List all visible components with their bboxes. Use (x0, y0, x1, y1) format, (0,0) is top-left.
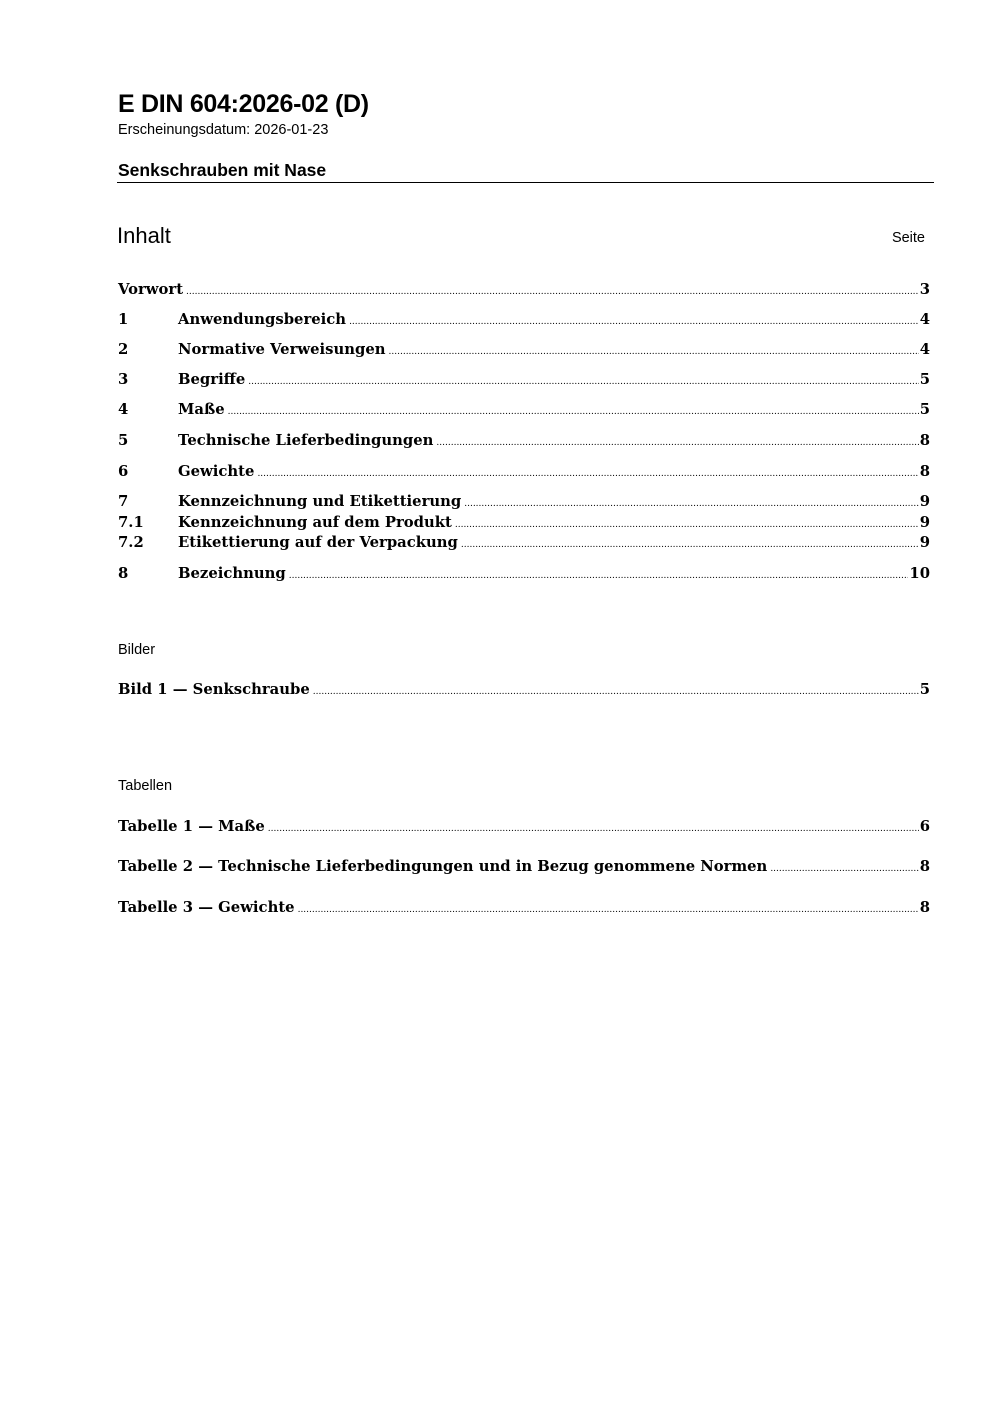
toc-entry-number: 7.2 (118, 534, 144, 551)
figure-entry-label: Bild 1 — Senkschraube (118, 681, 310, 698)
toc-entry-7-1[interactable] (118, 512, 930, 534)
toc-dot-leader (436, 432, 918, 454)
table-entry-3[interactable] (118, 897, 930, 919)
table-entry-page: 8 (919, 858, 930, 875)
table-entry-page: 8 (919, 899, 930, 916)
toc-entry-number: 1 (118, 311, 129, 328)
toc-entry-6[interactable] (118, 461, 930, 483)
toc-entry-label: Kennzeichnung auf dem Produkt (178, 514, 452, 531)
toc-dot-leader (186, 281, 919, 303)
toc-entry-label: Normative Verweisungen (178, 341, 386, 358)
toc-entry-label: Anwendungsbereich (178, 311, 347, 328)
figure-entry-page: 5 (919, 681, 930, 698)
toc-entry-number: 4 (118, 401, 129, 418)
tables-heading: Tabellen (118, 778, 173, 794)
figures-heading: Bilder (118, 642, 156, 658)
toc-dot-leader (248, 371, 918, 393)
toc-entry-vorwort[interactable] (118, 279, 930, 301)
toc-entry-label: Technische Lieferbedingungen (178, 432, 434, 449)
toc-dot-leader (461, 534, 919, 556)
toc-entry-page: 4 (919, 341, 930, 358)
toc-entry-1[interactable] (118, 309, 930, 331)
table-entry-2[interactable] (118, 856, 930, 878)
toc-dot-leader (770, 858, 918, 880)
toc-entry-label: Etikettierung auf der Verpackung (178, 534, 458, 551)
table-entry-label: Tabelle 3 — Gewichte (118, 899, 295, 916)
toc-entry-number: 8 (118, 565, 129, 582)
toc-entry-page: 8 (919, 432, 930, 449)
toc-entry-page: 8 (919, 463, 930, 480)
toc-entry-page: 9 (919, 514, 930, 531)
toc-entry-page: 9 (919, 493, 930, 510)
toc-entry-label: Vorwort (118, 281, 184, 298)
toc-entry-label: Bezeichnung (178, 565, 286, 582)
toc-dot-leader (389, 341, 919, 363)
toc-entry-number: 5 (118, 432, 129, 449)
toc-entry-page: 10 (909, 565, 930, 582)
toc-entry-number: 7.1 (118, 514, 144, 531)
toc-entry-page: 3 (919, 281, 930, 298)
table-entry-1[interactable] (118, 816, 930, 838)
toc-dot-leader (349, 311, 919, 333)
toc-entry-number: 2 (118, 341, 129, 358)
toc-entry-label: Gewichte (178, 463, 255, 480)
toc-page-column-label: Seite (891, 230, 925, 246)
toc-entry-label: Maße (178, 401, 225, 418)
header-rule (117, 182, 934, 183)
toc-dot-leader (289, 565, 909, 587)
table-entry-label: Tabelle 1 — Maße (118, 818, 265, 835)
document-title: E DIN 604:2026-02 (D) (118, 90, 369, 118)
toc-entry-7-2[interactable] (118, 532, 930, 554)
toc-entry-page: 5 (919, 401, 930, 418)
toc-heading: Inhalt (117, 223, 171, 248)
table-entry-page: 6 (919, 818, 930, 835)
publication-date: Erscheinungsdatum: 2026-01-23 (118, 122, 329, 138)
toc-dot-leader (313, 681, 919, 703)
toc-entry-4[interactable] (118, 399, 930, 421)
toc-entry-label: Begriffe (178, 371, 246, 388)
toc-dot-leader (298, 899, 919, 921)
toc-entry-number: 7 (118, 493, 129, 510)
toc-entry-2[interactable] (118, 339, 930, 361)
toc-dot-leader (228, 401, 919, 423)
toc-entry-page: 5 (919, 371, 930, 388)
toc-entry-number: 3 (118, 371, 129, 388)
toc-entry-page: 4 (919, 311, 930, 328)
toc-entry-page: 9 (919, 534, 930, 551)
toc-entry-number: 6 (118, 463, 129, 480)
toc-entry-3[interactable] (118, 369, 930, 391)
table-entry-label: Tabelle 2 — Technische Lieferbedingungen und in Bezug genommene Normen (118, 858, 768, 875)
toc-dot-leader (257, 463, 918, 485)
toc-entry-7[interactable] (118, 491, 930, 513)
figure-entry-1[interactable] (118, 679, 930, 701)
toc-entry-5[interactable] (118, 430, 930, 452)
toc-entry-label: Kennzeichnung und Etikettierung (178, 493, 462, 510)
toc-entry-8[interactable] (118, 563, 930, 585)
toc-dot-leader (268, 818, 919, 840)
document-subject: Senkschrauben mit Nase (118, 160, 327, 180)
